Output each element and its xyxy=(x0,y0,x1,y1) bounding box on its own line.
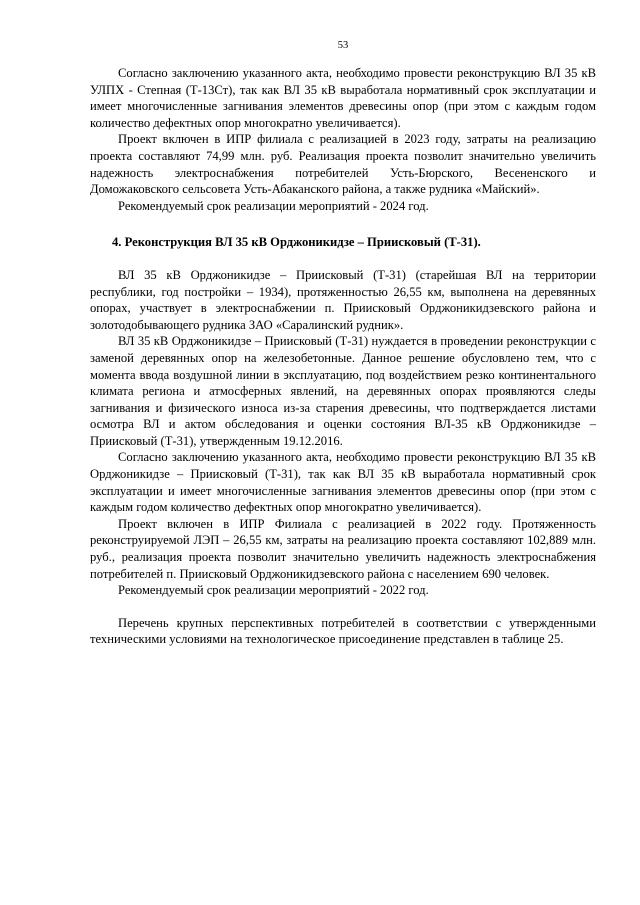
paragraph-ipr-2022: Проект включен в ИПР Филиала с реализацией в 2022 году. Протяженность реконструируемой ЛЭП – 26,55 км, затраты на реализацию проекта составляют 102,889 млн. руб., реализация проекта позволит значительно увеличить надежность электроснабжения потребителей п. Приисковый Орджоникидзевского района с населением 690 человек. xyxy=(90,516,596,581)
paragraph-ipr-2023: Проект включен в ИПР филиала с реализацией в 2023 году, затраты на реализацию проекта составляют 74,99 млн. руб. Реализация проекта позволит значительно увеличить надежность электроснабжения потребителей Усть-Бюрского, Весененского и Доможаковского сельсовета Усть-Абаканского района, а также рудника «Майский». xyxy=(90,132,596,197)
page-number: 53 xyxy=(337,40,349,51)
paragraph-reconstruction-need-t31: ВЛ 35 кВ Орджоникидзе – Приисковый (Т-31) нуждается в проведении реконструкции с заменой деревянных опор на железобетонные. Данное решение обусловлено тем, что с момента ввода воздушной линии в эксплуатацию, под воздействием резко континентального климата региона и атмосферных явлений, на деревянных опорах проявляются следы загнивания и физического износа из-за старения древесины, что подтверждается листами осмотра ВЛ и актом обследования и оценки состояния ВЛ-35 кВ Орджоникидзе – Приисковый (Т-31), утвержденным 19.12.2016. xyxy=(90,334,596,448)
document-body xyxy=(90,65,596,648)
section-heading-4: 4. Реконструкция ВЛ 35 кВ Орджоникидзе – Приисковый (Т-31). xyxy=(112,235,481,250)
paragraph-recommended-term-2022: Рекомендуемый срок реализации мероприятий - 2022 год. xyxy=(118,583,429,598)
paragraph-line-description-t31: ВЛ 35 кВ Орджоникидзе – Приисковый (Т-31) (старейшая ВЛ на территории республики, год постройки – 1934), протяженностью 26,55 км, выполнена на деревянных опорах, участвует в электроснабжении п. Приисковый Орджоникидзевского района и золотодобывающего рудника ЗАО «Саралинский рудник». xyxy=(90,267,596,332)
paragraph-table-25-reference: Перечень крупных перспективных потребителей в соответствии с утвержденными техническими условиями на технологическое присоединение представлен в таблице 25. xyxy=(90,615,596,647)
paragraph-recommended-term-2024: Рекомендуемый срок реализации мероприятий - 2024 год. xyxy=(118,198,429,213)
paragraph-reconstruction-conclusion-t13: Согласно заключению указанного акта, необходимо провести реконструкцию ВЛ 35 кВ УЛПХ - Степная (Т-13Ст), так как ВЛ 35 кВ выработала нормативный срок эксплуатации и имеет многочисленные загнивания элементов древесины опор (при этом с каждым годом количество дефектных опор многократно увеличивается). xyxy=(90,66,596,130)
paragraph-reconstruction-conclusion-t31: Согласно заключению указанного акта, необходимо провести реконструкцию ВЛ 35 кВ Орджоникидзе – Приисковый (Т-31), так как ВЛ 35 кВ выработала нормативный срок эксплуатации и имеет многочисленные загнивания элементов древесины опор (при этом с каждым годом количество дефектных опор многократно увеличивается). xyxy=(90,450,596,515)
